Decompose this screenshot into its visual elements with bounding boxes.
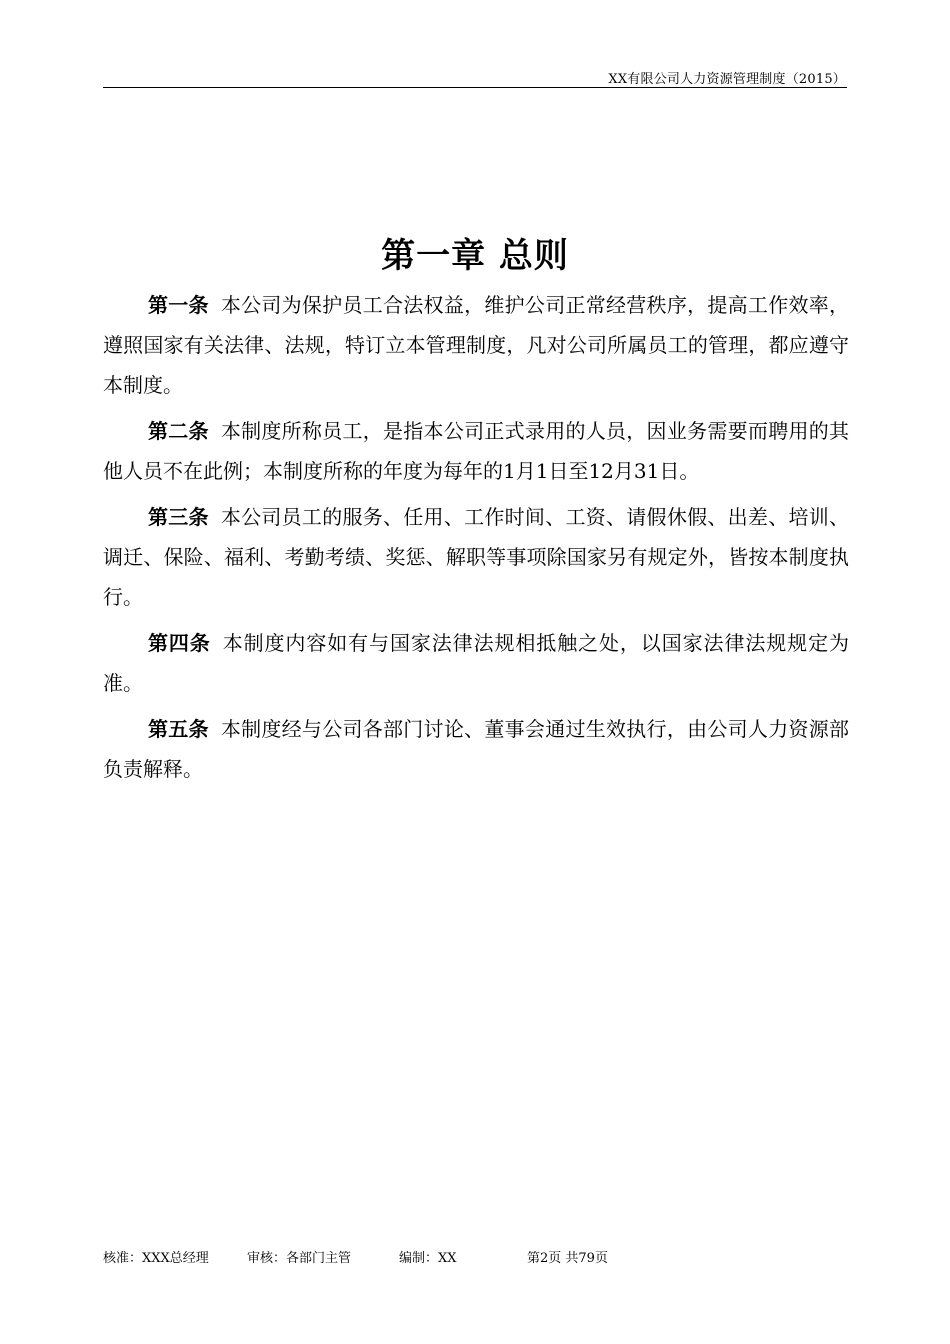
- article-text: 本公司为保护员工合法权益，维护公司正常经营秩序，提高工作效率，遵照国家有关法律、法规，特订立本管理制度，凡对公司所属员工的管理，都应遵守本制度。: [103, 293, 850, 397]
- article-4: [103, 623, 849, 703]
- footer-edited-by: 编制：XX: [399, 1251, 457, 1266]
- footer-reviewed-by: 审核：各部门主管: [247, 1251, 352, 1266]
- page-footer: [103, 1247, 608, 1266]
- document-body: [103, 285, 849, 795]
- article-5: [103, 709, 849, 789]
- article-number: 第三条: [148, 505, 209, 529]
- article-3: [103, 497, 849, 617]
- article-text: 本制度经与公司各部门讨论、董事会通过生效执行，由公司人力资源部负责解释。: [103, 717, 850, 781]
- article-number: 第一条: [148, 293, 209, 317]
- chapter-title: 第一章 总则: [381, 236, 569, 276]
- page-header-title: XX有限公司人力资源管理制度（2015）: [608, 72, 846, 87]
- article-number: 第二条: [148, 419, 209, 443]
- article-text: 本制度内容如有与国家法律法规相抵触之处，以国家法律法规规定为准。: [103, 631, 849, 695]
- article-number: 第五条: [148, 717, 209, 741]
- footer-approved-by: 核准：XXX总经理: [103, 1251, 209, 1266]
- article-number: 第四条: [148, 631, 211, 655]
- article-2: [103, 411, 849, 491]
- article-1: [103, 285, 849, 405]
- article-text: 本公司员工的服务、任用、工作时间、工资、请假休假、出差、培训、调迁、保险、福利、考勤考绩、奖惩、解职等事项除国家另有规定外，皆按本制度执行。: [103, 505, 850, 609]
- footer-page-number: 第2页 共79页: [527, 1251, 608, 1266]
- article-text: 本制度所称员工，是指本公司正式录用的人员，因业务需要而聘用的其他人员不在此例；本制度所称的年度为每年的1月1日至12月31日。: [103, 419, 850, 483]
- header-divider: [103, 87, 847, 88]
